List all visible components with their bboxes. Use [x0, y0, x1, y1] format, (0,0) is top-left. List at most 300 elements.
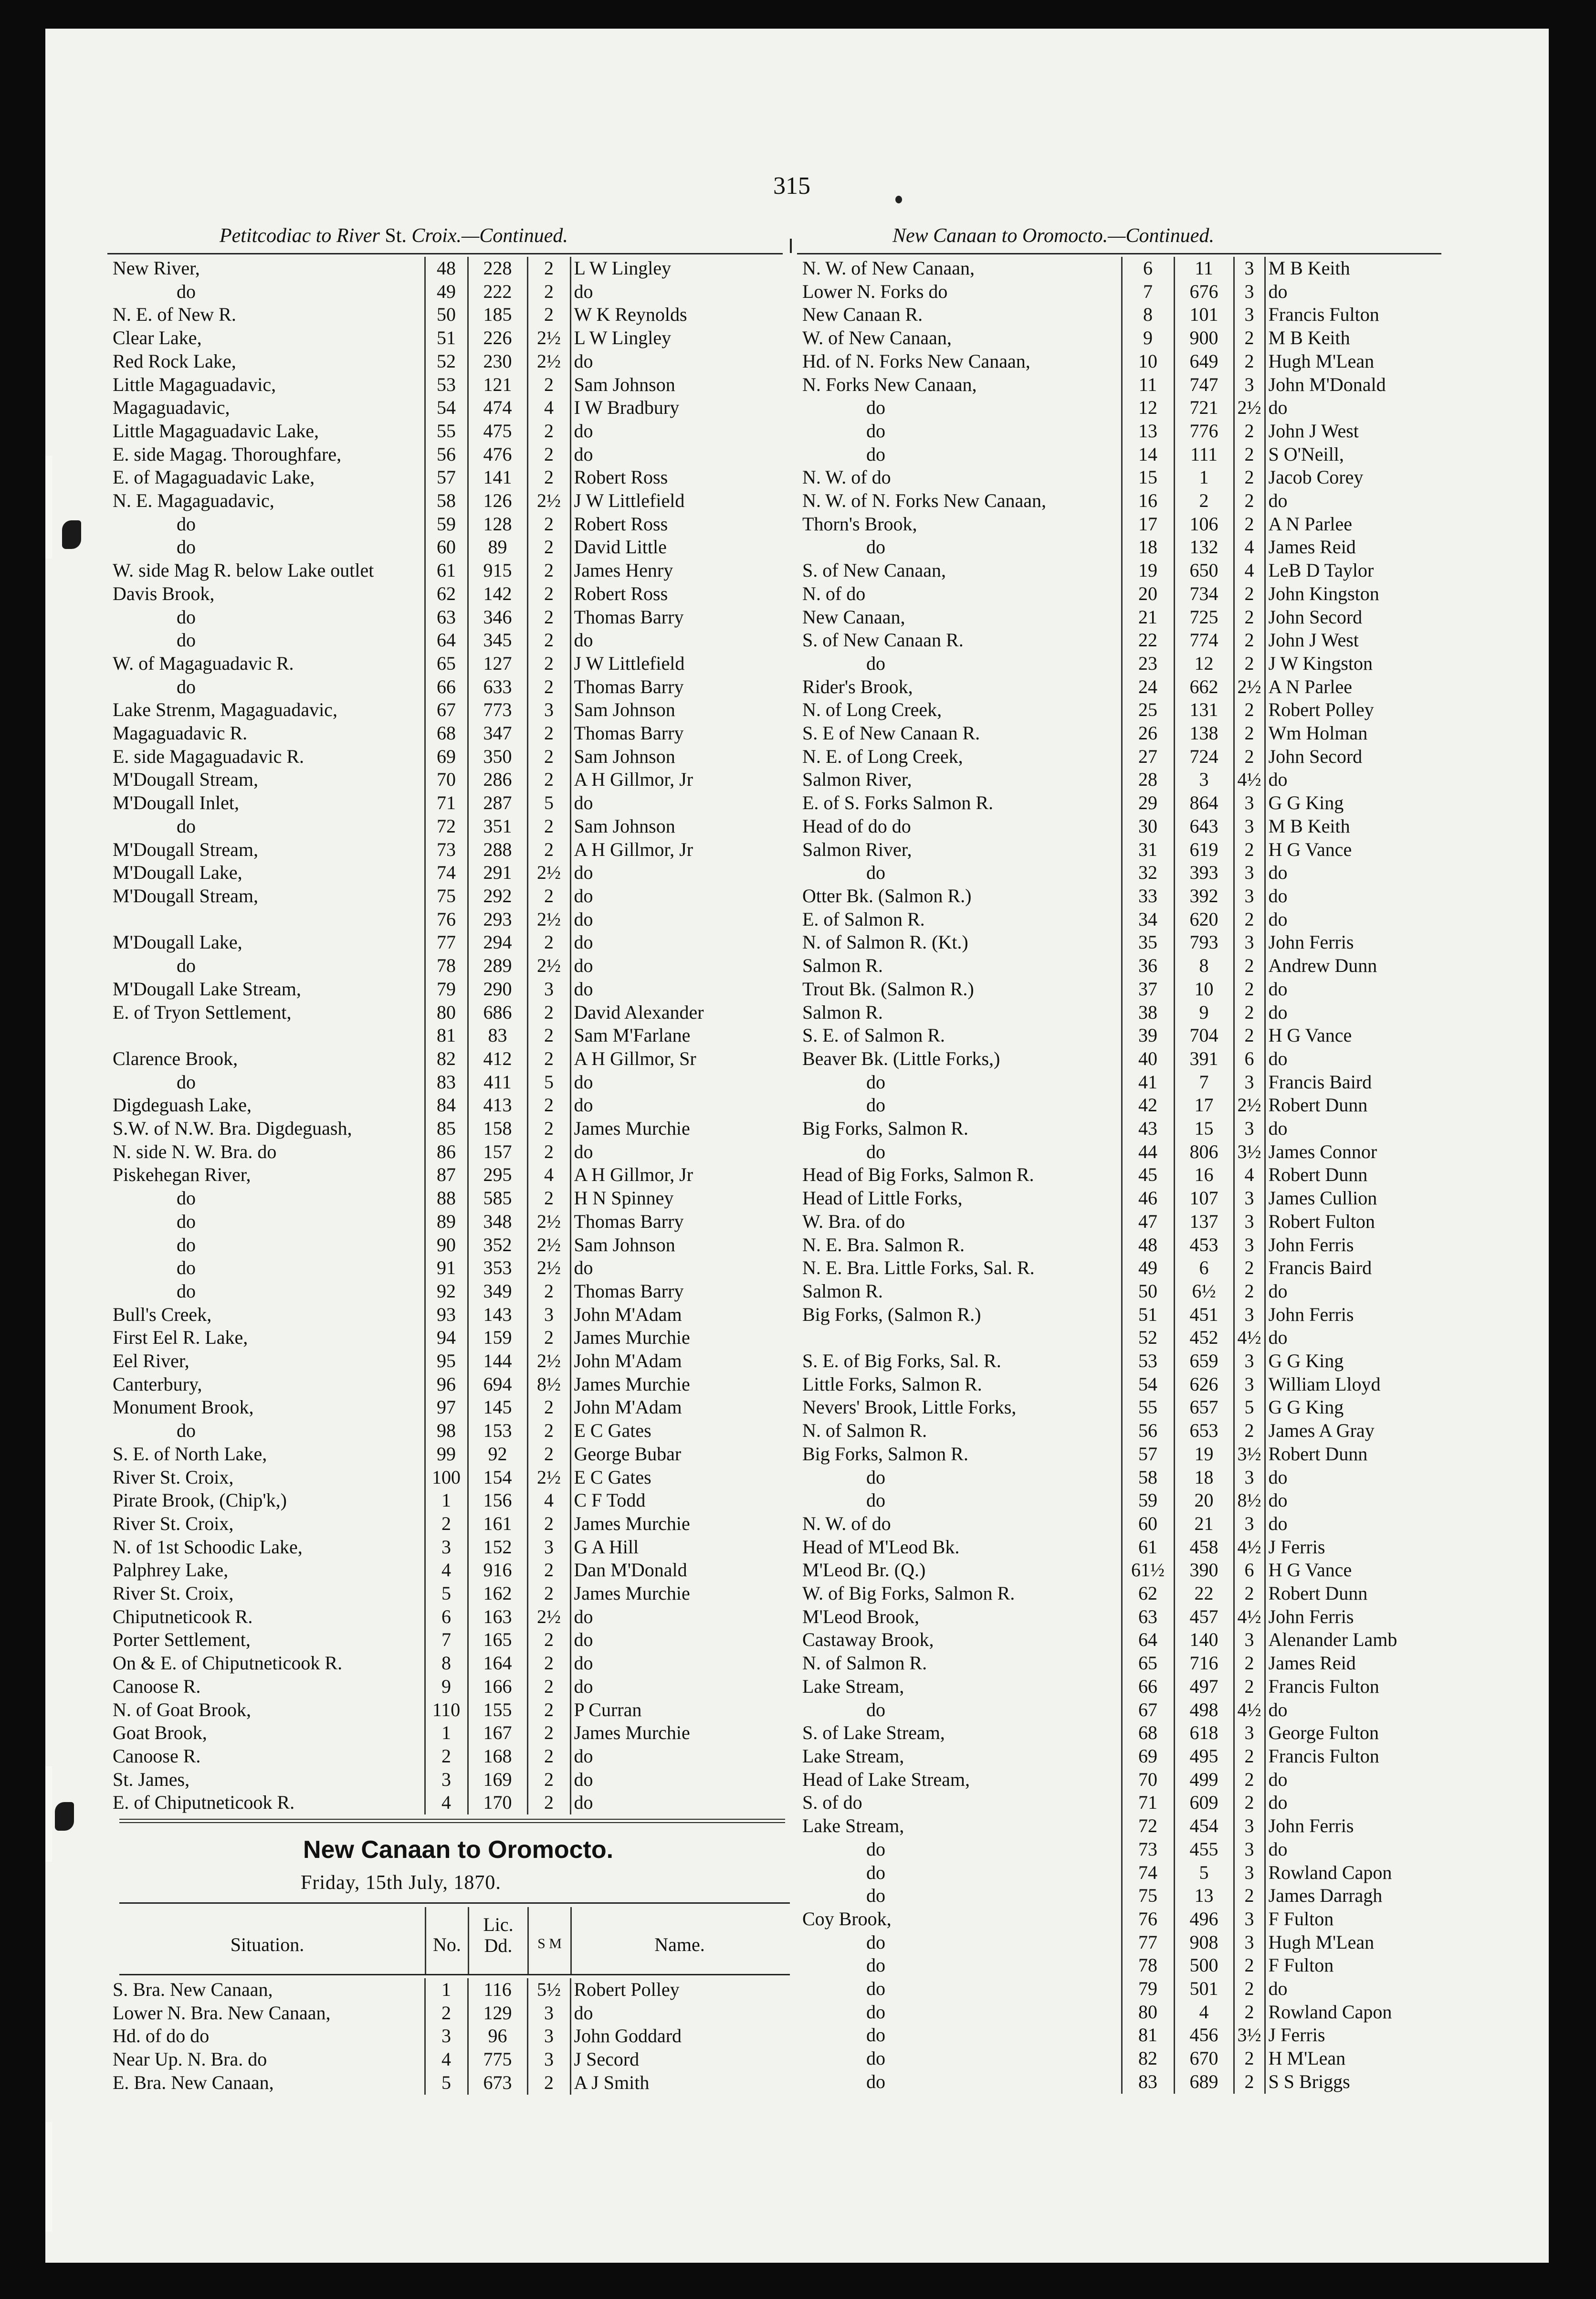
cell-sm: 2 — [1234, 978, 1265, 1001]
cell-no: 97 — [425, 1396, 468, 1419]
cell-sm: 2 — [1234, 327, 1265, 350]
cell-sm: 4 — [1234, 1163, 1265, 1187]
table-row — [110, 559, 788, 582]
cell-lic-dd: 129 — [468, 2002, 527, 2025]
cell-no: 2 — [425, 1745, 468, 1768]
cell-sm: 2½ — [527, 1605, 570, 1629]
table-row — [110, 1071, 788, 1094]
cell-no: 90 — [425, 1234, 468, 1257]
cell-name: F Fulton — [1265, 1954, 1458, 1977]
cell-no: 110 — [425, 1698, 468, 1722]
cell-lic-dd: 649 — [1174, 350, 1234, 373]
cell-lic-dd: 295 — [468, 1163, 527, 1187]
cell-no: 13 — [1122, 420, 1174, 443]
cell-name: John M'Adam — [570, 1396, 788, 1419]
table-row — [799, 1303, 1458, 1327]
cell-situation: do — [866, 2024, 885, 2046]
cell-situation: New River, — [113, 257, 200, 279]
cell-sm: 2 — [1234, 1977, 1265, 2001]
cell-name: A H Gillmor, Jr — [570, 838, 788, 862]
cell-no: 54 — [1122, 1373, 1174, 1396]
cell-sm: 4 — [527, 1489, 570, 1512]
cell-no: 77 — [425, 931, 468, 954]
table-row — [799, 861, 1458, 885]
cell-situation: Clear Lake, — [113, 327, 202, 349]
cell-sm: 3½ — [1234, 1140, 1265, 1164]
table-row — [110, 350, 788, 373]
cell-lic-dd: 353 — [468, 1256, 527, 1280]
cell-lic-dd: 1 — [1174, 466, 1234, 489]
cell-name: do — [1265, 1117, 1458, 1140]
cell-sm: 3 — [1234, 1373, 1265, 1396]
cell-name: J W Littlefield — [570, 489, 788, 513]
cell-no: 3 — [425, 1768, 468, 1792]
table-row — [799, 1559, 1458, 1582]
cell-name: L W Lingley — [570, 257, 788, 280]
cell-situation: Thorn's Brook, — [802, 513, 917, 535]
header-sm: S M — [527, 1907, 570, 1974]
table-row — [110, 582, 788, 606]
cell-no: 26 — [1122, 722, 1174, 745]
cell-lic-dd: 291 — [468, 861, 527, 885]
cell-sm: 2 — [527, 1721, 570, 1745]
cell-sm: 3 — [527, 1303, 570, 1327]
cell-sm: 2 — [1234, 908, 1265, 931]
cell-situation: Magaguadavic R. — [113, 722, 248, 744]
cell-name: LeB D Taylor — [1265, 559, 1458, 582]
cell-no: 12 — [1122, 396, 1174, 420]
cell-no: 6 — [1122, 257, 1174, 280]
cell-no: 78 — [1122, 1954, 1174, 1977]
cell-situation: E. side Magaguadavic R. — [113, 745, 304, 767]
cell-name: do — [570, 1071, 788, 1094]
cell-situation: M'Dougall Lake Stream, — [113, 978, 301, 1000]
cell-no: 47 — [1122, 1210, 1174, 1234]
cell-no: 75 — [1122, 1884, 1174, 1908]
left-licence-table — [110, 257, 788, 1814]
cell-sm: 2 — [527, 373, 570, 397]
cell-name: George Bubar — [570, 1443, 788, 1466]
cell-sm: 3 — [1234, 303, 1265, 327]
cell-lic-dd: 156 — [468, 1489, 527, 1512]
cell-situation: N. of Salmon R. — [802, 1420, 927, 1442]
cell-no: 66 — [425, 675, 468, 699]
cell-situation: W. side Mag R. below Lake outlet — [113, 559, 374, 581]
cell-situation: N. E. Bra. Little Forks, Sal. R. — [802, 1257, 1035, 1279]
page-number: 315 — [773, 172, 810, 200]
cell-name: A J Smith — [570, 2071, 788, 2095]
table-row — [110, 2002, 788, 2025]
cell-sm: 3 — [1234, 885, 1265, 908]
cell-situation: Castaway Brook, — [802, 1629, 934, 1651]
cell-situation — [799, 1326, 1122, 1350]
cell-sm: 3 — [1234, 1814, 1265, 1838]
cell-no: 52 — [425, 350, 468, 373]
cell-sm: 2½ — [527, 908, 570, 931]
cell-situation: do — [866, 1140, 885, 1162]
cell-situation: Salmon River, — [802, 838, 912, 860]
cell-name: do — [570, 1605, 788, 1629]
cell-lic-dd: 806 — [1174, 1140, 1234, 1164]
cell-no: 78 — [425, 954, 468, 978]
cell-situation: do — [866, 652, 885, 674]
table-row — [799, 606, 1458, 629]
cell-lic-dd: 501 — [1174, 1977, 1234, 2001]
cell-situation: Lake Strenm, Magaguadavic, — [113, 699, 337, 721]
table-row — [799, 1721, 1458, 1745]
cell-no: 53 — [1122, 1350, 1174, 1373]
cell-situation: Trout Bk. (Salmon R.) — [802, 978, 974, 1000]
cell-lic-dd: 294 — [468, 931, 527, 954]
table-row — [110, 1512, 788, 1536]
cell-no: 20 — [1122, 582, 1174, 606]
table-row — [799, 350, 1458, 373]
cell-name: J Ferris — [1265, 1536, 1458, 1559]
cell-lic-dd: 454 — [1174, 1814, 1234, 1838]
cell-no: 21 — [1122, 606, 1174, 629]
cell-name: C F Todd — [570, 1489, 788, 1512]
cell-no: 41 — [1122, 1071, 1174, 1094]
cell-name: Rowland Capon — [1265, 1861, 1458, 1885]
cell-name: Robert Dunn — [1265, 1582, 1458, 1605]
cell-name: do — [1265, 489, 1458, 513]
cell-sm: 3 — [1234, 1350, 1265, 1373]
cell-name: A N Parlee — [1265, 513, 1458, 536]
cell-no: 96 — [425, 1373, 468, 1396]
left-running-heading: Petitcodiac to River St. Croix.—Continued. — [220, 225, 568, 247]
table-row — [799, 1605, 1458, 1629]
cell-lic-dd: 162 — [468, 1582, 527, 1605]
cell-name: do — [1265, 885, 1458, 908]
cell-situation: do — [866, 1978, 885, 2000]
section-rule — [119, 1819, 785, 1820]
cell-lic-dd: 92 — [468, 1443, 527, 1466]
cell-name: do — [570, 791, 788, 815]
cell-situation: Little Forks, Salmon R. — [802, 1373, 982, 1395]
cell-name: James Darragh — [1265, 1884, 1458, 1908]
table-row — [799, 2070, 1458, 2094]
cell-sm: 2 — [1234, 652, 1265, 675]
cell-sm: 3 — [1234, 815, 1265, 838]
cell-situation: M'Leod Brook, — [802, 1605, 919, 1627]
cell-no: 62 — [1122, 1582, 1174, 1605]
cell-lic-dd: 393 — [1174, 861, 1234, 885]
cell-situation: River St. Croix, — [113, 1582, 234, 1604]
cell-lic-dd: 152 — [468, 1536, 527, 1559]
cell-lic-dd: 908 — [1174, 1931, 1234, 1954]
cell-name: Francis Baird — [1265, 1071, 1458, 1094]
cell-no: 27 — [1122, 745, 1174, 769]
cell-sm: 2 — [527, 1117, 570, 1140]
cell-no: 76 — [1122, 1908, 1174, 1931]
cell-situation: M'Dougall Lake, — [113, 862, 242, 884]
cell-sm: 2 — [527, 1791, 570, 1814]
cell-situation: Magaguadavic, — [113, 397, 230, 419]
cell-name: James Reid — [1265, 536, 1458, 559]
cell-lic-dd: 686 — [468, 1001, 527, 1024]
cell-sm: 5½ — [527, 1978, 570, 2002]
cell-situation: Salmon River, — [802, 769, 912, 791]
cell-name: G G King — [1265, 1350, 1458, 1373]
cell-situation: do — [866, 1838, 885, 1860]
cell-lic-dd: 116 — [468, 1978, 527, 2002]
cell-sm: 2 — [527, 420, 570, 443]
cell-no: 9 — [425, 1675, 468, 1698]
cell-name: James Cullion — [1265, 1187, 1458, 1210]
cell-lic-dd: 349 — [468, 1280, 527, 1303]
cell-situation: E. of Magaguadavic Lake, — [113, 466, 315, 488]
cell-no: 7 — [1122, 280, 1174, 304]
cell-name: David Little — [570, 536, 788, 559]
cell-name: Dan M'Donald — [570, 1559, 788, 1582]
table-row — [799, 768, 1458, 791]
cell-situation: N. W. of do — [802, 466, 891, 488]
table-row — [799, 257, 1458, 280]
table-row — [110, 652, 788, 675]
cell-name: S S Briggs — [1265, 2070, 1458, 2094]
cell-lic-dd: 650 — [1174, 559, 1234, 582]
table-row — [110, 978, 788, 1001]
table-row — [799, 1931, 1458, 1954]
cell-sm: 2½ — [527, 1466, 570, 1489]
cell-no: 36 — [1122, 954, 1174, 978]
cell-no: 83 — [1122, 2070, 1174, 2094]
table-row — [799, 420, 1458, 443]
cell-lic-dd: 476 — [468, 443, 527, 466]
cell-name: Robert Dunn — [1265, 1094, 1458, 1117]
table-row — [110, 838, 788, 862]
table-row — [110, 791, 788, 815]
cell-sm: 2 — [527, 1187, 570, 1210]
cell-situation: Pirate Brook, (Chip'k,) — [113, 1489, 287, 1511]
cell-no: 76 — [425, 908, 468, 931]
cell-name: James Murchie — [570, 1117, 788, 1140]
cell-name: Thomas Barry — [570, 722, 788, 745]
table-row — [110, 1001, 788, 1024]
cell-lic-dd: 19 — [1174, 1443, 1234, 1466]
cell-situation: do — [866, 1466, 885, 1488]
cell-no: 58 — [425, 489, 468, 513]
cell-situation: Hd. of N. Forks New Canaan, — [802, 350, 1030, 372]
cell-no: 71 — [1122, 1791, 1174, 1814]
cell-name: A H Gillmor, Sr — [570, 1047, 788, 1071]
cell-no: 59 — [1122, 1489, 1174, 1512]
cell-situation — [110, 1024, 425, 1047]
cell-sm: 2 — [527, 838, 570, 862]
cell-situation: S. of New Canaan, — [802, 559, 946, 581]
cell-name: M B Keith — [1265, 815, 1458, 838]
cell-situation: E. of Chiputneticook R. — [113, 1792, 295, 1814]
cell-name: A H Gillmor, Jr — [570, 1163, 788, 1187]
cell-lic-dd: 626 — [1174, 1373, 1234, 1396]
cell-no: 70 — [1122, 1768, 1174, 1792]
cell-no: 50 — [425, 303, 468, 327]
cell-name: John Ferris — [1265, 1814, 1458, 1838]
table-row — [799, 1117, 1458, 1140]
cell-situation: River St. Croix, — [113, 1466, 234, 1488]
cell-lic-dd: 657 — [1174, 1396, 1234, 1419]
cell-situation: S. of do — [802, 1792, 862, 1814]
cell-no: 63 — [1122, 1605, 1174, 1629]
cell-lic-dd: 392 — [1174, 885, 1234, 908]
cell-no: 1 — [425, 1721, 468, 1745]
table-row — [799, 1814, 1458, 1838]
cell-name: do — [570, 2002, 788, 2025]
cell-situation: Salmon R. — [802, 1001, 883, 1023]
table-row — [110, 1675, 788, 1698]
table-row — [110, 1605, 788, 1629]
cell-name: John Ferris — [1265, 931, 1458, 954]
table-row — [110, 1443, 788, 1466]
cell-name: James Murchie — [570, 1373, 788, 1396]
cell-no: 62 — [425, 582, 468, 606]
cell-name: do — [570, 954, 788, 978]
cell-name: E C Gates — [570, 1419, 788, 1443]
cell-lic-dd: 12 — [1174, 652, 1234, 675]
cell-situation: Head of Little Forks, — [802, 1187, 963, 1209]
cell-sm: 2½ — [527, 489, 570, 513]
cell-no: 49 — [1122, 1256, 1174, 1280]
cell-sm: 3 — [1234, 1512, 1265, 1536]
cell-sm: 2 — [527, 1512, 570, 1536]
cell-lic-dd: 230 — [468, 350, 527, 373]
cell-lic-dd: 900 — [1174, 327, 1234, 350]
cell-sm: 2 — [1234, 1582, 1265, 1605]
cell-name: do — [1265, 1489, 1458, 1512]
cell-name: Andrew Dunn — [1265, 954, 1458, 978]
cell-name: Francis Baird — [1265, 1256, 1458, 1280]
table-row — [110, 1373, 788, 1396]
cell-name: John M'Adam — [570, 1350, 788, 1373]
table-row — [799, 1698, 1458, 1722]
cell-name: S O'Neill, — [1265, 443, 1458, 466]
cell-no: 84 — [425, 1094, 468, 1117]
cell-sm: 3 — [527, 1536, 570, 1559]
cell-sm: 3 — [1234, 1721, 1265, 1745]
cell-no: 9 — [1122, 327, 1174, 350]
table-row — [110, 1280, 788, 1303]
cell-sm: 2 — [1234, 1675, 1265, 1698]
table-row — [110, 1256, 788, 1280]
cell-name: Robert Fulton — [1265, 1210, 1458, 1234]
cell-sm: 2 — [527, 885, 570, 908]
cell-name: David Alexander — [570, 1001, 788, 1024]
cell-situation: S. of Lake Stream, — [802, 1722, 945, 1744]
cell-name: John Ferris — [1265, 1234, 1458, 1257]
cell-lic-dd: 137 — [1174, 1210, 1234, 1234]
cell-lic-dd: 226 — [468, 327, 527, 350]
cell-name: James Connor — [1265, 1140, 1458, 1164]
cell-name: John Goddard — [570, 2025, 788, 2048]
cell-no: 39 — [1122, 1024, 1174, 1047]
cell-sm: 2 — [527, 606, 570, 629]
cell-name: Robert Ross — [570, 513, 788, 536]
table-row — [799, 1652, 1458, 1675]
cell-lic-dd: 15 — [1174, 1117, 1234, 1140]
cell-no: 37 — [1122, 978, 1174, 1001]
cell-sm: 2 — [1234, 1256, 1265, 1280]
cell-situation: Chiputneticook R. — [113, 1605, 253, 1627]
cell-situation: do — [177, 1234, 196, 1255]
table-row — [799, 1977, 1458, 2001]
cell-sm: 2 — [1234, 1954, 1265, 1977]
cell-sm: 2 — [1234, 698, 1265, 722]
cell-lic-dd: 170 — [468, 1791, 527, 1814]
cell-name: do — [1265, 861, 1458, 885]
cell-situation: M'Leod Br. (Q.) — [802, 1559, 926, 1581]
cell-sm: 6 — [1234, 1559, 1265, 1582]
cell-name: James Henry — [570, 559, 788, 582]
cell-situation: N. of Salmon R. — [802, 1652, 927, 1674]
cell-sm: 2½ — [527, 1210, 570, 1234]
cell-no: 51 — [425, 327, 468, 350]
cell-situation: St. James, — [113, 1768, 190, 1790]
cell-lic-dd: 153 — [468, 1419, 527, 1443]
table-row — [799, 1908, 1458, 1931]
table-row — [110, 698, 788, 722]
table-row — [799, 2024, 1458, 2047]
table-row — [110, 1094, 788, 1117]
cell-sm: 2 — [1234, 466, 1265, 489]
cell-situation: M'Dougall Stream, — [113, 769, 258, 791]
cell-no: 93 — [425, 1303, 468, 1327]
cell-situation: do — [866, 1071, 885, 1093]
table-row — [110, 1350, 788, 1373]
cell-no: 83 — [425, 1071, 468, 1094]
table-row — [110, 815, 788, 838]
cell-no: 80 — [425, 1001, 468, 1024]
table-row — [110, 954, 788, 978]
table-row — [110, 1698, 788, 1722]
cell-situation: Goat Brook, — [113, 1722, 207, 1744]
cell-lic-dd: 145 — [468, 1396, 527, 1419]
cell-situation: W. of Magaguadavic R. — [113, 652, 294, 674]
cell-situation: do — [866, 1931, 885, 1953]
cell-situation: Palphrey Lake, — [113, 1559, 229, 1581]
cell-sm: 3 — [1234, 1187, 1265, 1210]
cell-name: do — [570, 1628, 788, 1652]
cell-lic-dd: 157 — [468, 1140, 527, 1164]
cell-name: do — [570, 443, 788, 466]
cell-no: 100 — [425, 1466, 468, 1489]
cell-name: do — [570, 1675, 788, 1698]
cell-sm: 2½ — [527, 1256, 570, 1280]
cell-situation: W. of New Canaan, — [802, 327, 952, 349]
cell-situation: M'Dougall Stream, — [113, 838, 258, 860]
cell-lic-dd: 475 — [468, 420, 527, 443]
cell-name: do — [1265, 1698, 1458, 1722]
cell-lic-dd: 16 — [1174, 1163, 1234, 1187]
cell-sm: 2 — [527, 280, 570, 304]
cell-name: Thomas Barry — [570, 675, 788, 699]
cell-lic-dd: 676 — [1174, 280, 1234, 304]
document-page — [45, 29, 1549, 2263]
cell-sm: 2 — [527, 1628, 570, 1652]
cell-sm: 2 — [527, 1047, 570, 1071]
cell-sm: 2½ — [527, 350, 570, 373]
table-row — [799, 396, 1458, 420]
cell-sm: 3 — [527, 698, 570, 722]
cell-no: 7 — [425, 1628, 468, 1652]
table-row — [799, 698, 1458, 722]
table-row — [110, 1117, 788, 1140]
table-row — [799, 1582, 1458, 1605]
cell-lic-dd: 350 — [468, 745, 527, 769]
cell-name: Sam Johnson — [570, 815, 788, 838]
section-date: Friday, 15th July, 1870. — [301, 1872, 501, 1894]
cell-name: H N Spinney — [570, 1187, 788, 1210]
cell-lic-dd: 585 — [468, 1187, 527, 1210]
